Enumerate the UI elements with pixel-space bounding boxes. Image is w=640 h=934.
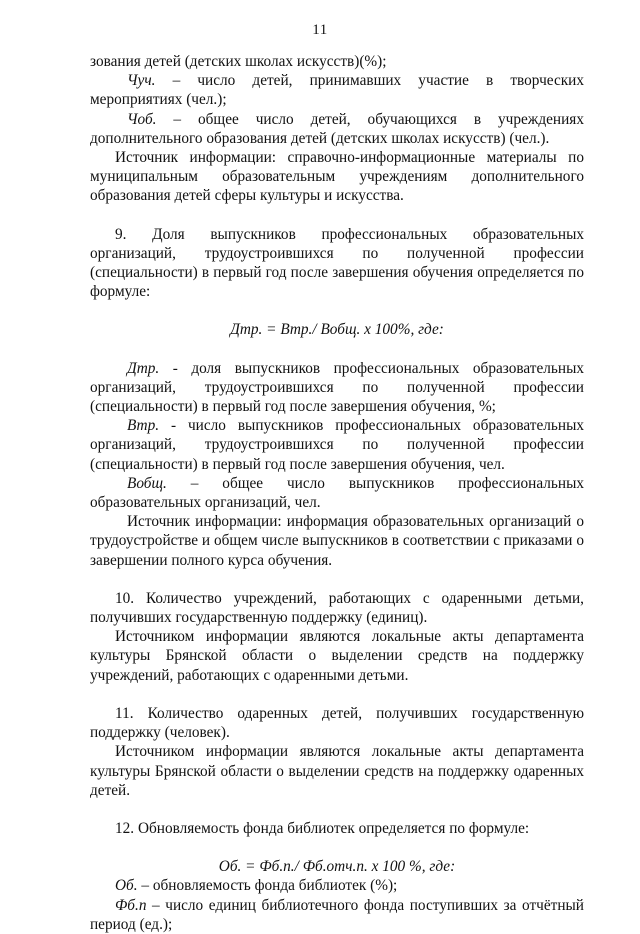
source-info-paragraph: Источником информации являются локальные акты департамента культуры Брянской области о выделении средств на поддержку учреждений, работающих с одаренными детьми. bbox=[90, 628, 584, 684]
variable-chob: Чоб. bbox=[127, 110, 157, 128]
definition-text: – число детей, принимавших участие в творческих мероприятиях (чел.); bbox=[90, 72, 584, 109]
source-info-paragraph: Источником информации являются локальные акты департамента культуры Брянской области о выделении средств на поддержку одаренных детей. bbox=[90, 743, 584, 799]
variable-vtr: Втр. bbox=[127, 417, 160, 435]
variable-ob: Об. bbox=[115, 877, 138, 895]
definition-ob bbox=[90, 876, 584, 895]
item-9-heading: 9. Доля выпускников профессиональных образовательных организаций, трудоустроившихся по полученной профессии (специальности) в первый год после завершения обучения определяется по формуле: bbox=[90, 225, 584, 301]
definition-text: – общее число детей, обучающихся в учреждениях дополнительного образования детей (детских школах искусств) (чел.). bbox=[90, 110, 584, 147]
definition-dtr bbox=[90, 359, 584, 417]
definition-text: – общее число выпускников профессиональных образовательных организаций, чел. bbox=[90, 474, 584, 512]
variable-vobshch: Вобщ. bbox=[127, 474, 167, 492]
item-10-heading: 10. Количество учреждений, работающих с одаренными детьми, получивших государственную поддержку (единиц). bbox=[90, 589, 584, 627]
definition-vtr bbox=[90, 416, 584, 474]
variable-chuch: Чуч. bbox=[127, 72, 156, 90]
source-info-paragraph: Источник информации: информация образовательных организаций о трудоустройстве и общем числе выпускников в соответствии с приказами о завершении полного курса обучения. bbox=[90, 513, 584, 569]
page-number: 11 bbox=[312, 22, 328, 38]
formula-dtr: Дтр. = Втр./ Вобщ. х 100%, где: bbox=[230, 321, 444, 339]
definition-text: - число выпускников профессиональных образовательных организаций, трудоустроившихся по полученной профессии (специальности) в первый год после завершения обучения, чел. bbox=[90, 417, 584, 473]
definition-fbp bbox=[90, 896, 584, 934]
formula-ob: Об. = Фб.п./ Фб.отч.п. х 100 %, где: bbox=[218, 858, 456, 876]
definition-text: – обновляемость фонда библиотек (%); bbox=[137, 877, 398, 895]
definition-text: - доля выпускников профессиональных образовательных организаций, трудоустроившихся по полученной профессии (специальности) в первый год после завершения обучения, %; bbox=[90, 359, 584, 416]
item-11-heading: 11. Количество одаренных детей, получивших государственную поддержку (человек). bbox=[90, 704, 584, 742]
definition-vobshch bbox=[90, 474, 584, 512]
variable-fbp: Фб.п bbox=[115, 896, 147, 914]
paragraph-continuation: зования детей (детских школах искусств)(%); bbox=[90, 53, 387, 70]
document-body bbox=[90, 52, 584, 934]
item-12-heading: 12. Обновляемость фонда библиотек определяется по формуле: bbox=[115, 819, 530, 837]
source-info-paragraph: Источник информации: справочно-информационные материалы по муниципальным образовательным учреждениям дополнительного образования детей сферы культуры и искусства. bbox=[90, 149, 584, 205]
variable-dtr: Дтр. bbox=[127, 359, 160, 377]
definition-chuch bbox=[90, 71, 584, 109]
definition-chob bbox=[90, 110, 584, 148]
definition-text: – число единиц библиотечного фонда поступивших за отчётный период (ед.); bbox=[90, 896, 584, 933]
